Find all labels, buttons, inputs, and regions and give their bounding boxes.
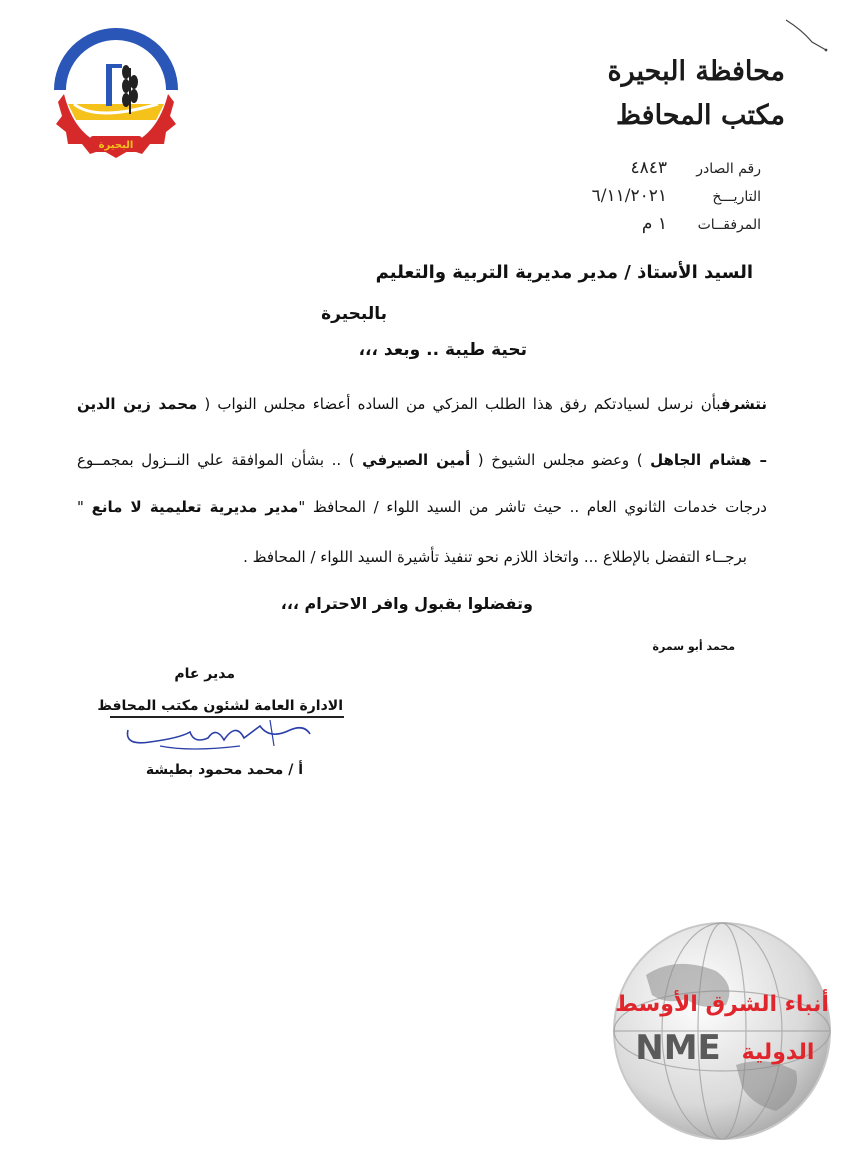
governor-annotation: مدير مديرية تعليمية لا مانع: [91, 498, 299, 516]
office-name: مكتب المحافظ: [616, 100, 785, 131]
attachments-label: المرفقــات: [697, 217, 761, 233]
typist-name: محمد أبو سمرة: [652, 640, 735, 653]
attachments-value: ١ م: [641, 214, 667, 234]
member-name-2: – هشام الجاهل: [650, 451, 767, 469]
member-name-1: محمد زين الدين: [77, 395, 198, 413]
signatory-title: مدير عام: [174, 666, 235, 682]
watermark-arabic-line-1: أنباء الشرق الأوسط: [615, 992, 829, 1017]
signatory-department: الادارة العامة لشئون مكتب المحافظ: [97, 698, 343, 714]
date-row: [592, 186, 761, 206]
body-line-4: برجــاء التفضل بالإطلاع ... واتخاذ اللازم نحو تنفيذ تأشيرة السيد اللواء / المحافظ .: [243, 548, 747, 566]
greeting: تحية طيبة .. وبعد ،،،: [358, 340, 527, 360]
watermark-brand: NME: [635, 1028, 721, 1068]
body-honor-word: نتشرف: [720, 395, 767, 413]
outgoing-number-label: رقم الصادر: [696, 161, 761, 177]
handwritten-signature: [120, 716, 320, 756]
corner-pen-mark: [782, 16, 832, 56]
body-line-3: [77, 498, 767, 516]
body-line-2-end: ) .. بشأن الموافقة علي النــزول بمجمــوع: [77, 451, 355, 469]
governorate-logo: [46, 24, 186, 164]
addressee-place: بالبحيرة: [321, 304, 387, 324]
signatory-name: أ / محمد محمود بطيشة: [145, 762, 303, 778]
body-line-3-text: درجات خدمات الثانوي العام .. حيث تاشر من السيد اللواء / المحافظ ": [298, 498, 767, 516]
body-line-1: [77, 395, 767, 413]
nme-watermark-logo: [606, 915, 838, 1147]
date-value: ٦/١١/٢٠٢١: [591, 186, 667, 206]
governorate-name: محافظة البحيرة: [607, 56, 785, 87]
body-line-2-text: ) وعضو مجلس الشيوخ (: [477, 451, 643, 469]
attachments-row: [642, 214, 761, 234]
body-line-1-text: بأن نرسل لسيادتكم رفق هذا الطلب المزكي من الساده أعضاء مجلس النواب (: [204, 395, 721, 413]
watermark-arabic-line-2: الدولية: [741, 1040, 815, 1065]
body-line-3-end: ": [77, 498, 84, 516]
senate-member-name: أمين الصيرفي: [362, 451, 471, 469]
closing: وتفضلوا بقبول وافر الاحترام ،،،: [280, 594, 533, 613]
logo-caption: البحيرة: [98, 140, 134, 151]
addressee: السيد الأستاذ / مدير مديرية التربية والتعليم: [375, 262, 753, 283]
date-label: التاريـــخ: [712, 189, 761, 205]
outgoing-number-row: [630, 158, 761, 178]
body-line-2: [77, 451, 767, 469]
outgoing-number-value: ٤٨٤٣: [630, 158, 667, 178]
